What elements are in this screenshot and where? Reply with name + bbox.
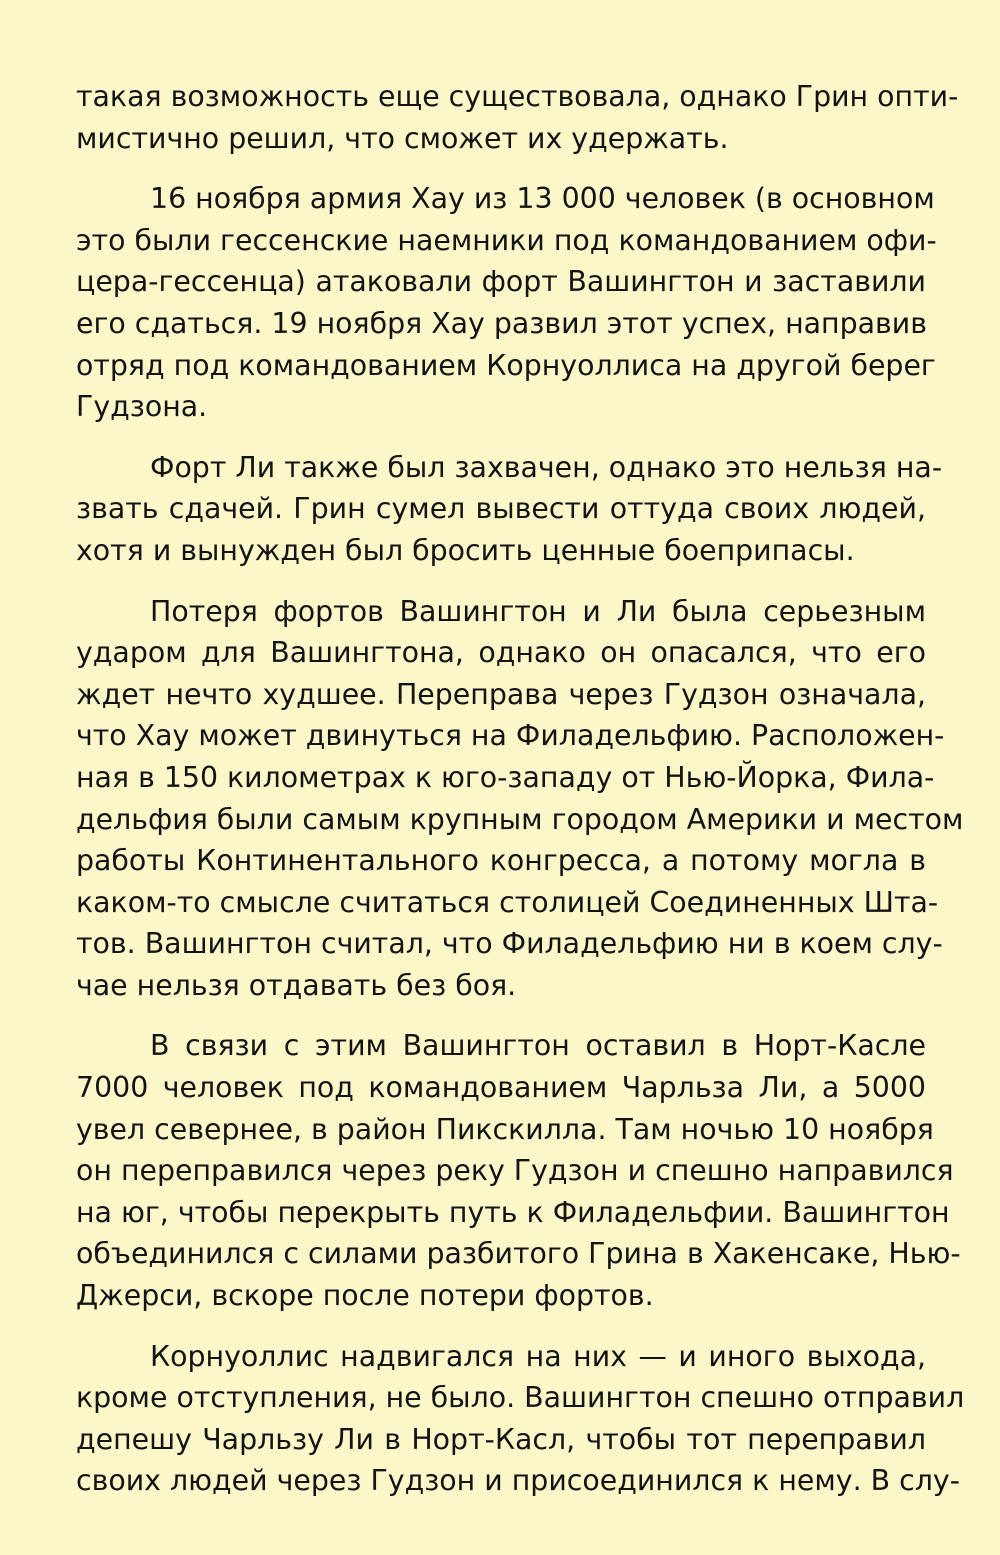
text-line: Форт Ли также был захвачен, однако это нельзя на- xyxy=(150,450,943,484)
paragraph xyxy=(76,1336,965,1502)
text-line: тов. Вашингтон считал, что Филадельфию ни в коем слу- xyxy=(76,927,943,961)
text-line: отряд под командованием Корнуоллиса на другой берег xyxy=(76,348,936,382)
text-line: хотя и вынужден был бросить ценные боеприпасы. xyxy=(76,533,855,567)
paragraph xyxy=(76,447,943,572)
text-line: увел севернее, в район Пикскилла. Там ночью 10 ноября xyxy=(76,1112,934,1146)
text-line: цера-гессенца) атаковали форт Вашингтон и заставили xyxy=(76,265,926,299)
text-line: объединился с силами разбитого Грина в Хакенсаке, Нью- xyxy=(76,1237,961,1271)
text-line: депешу Чарльзу Ли в Норт-Касл, чтобы тот переправил xyxy=(76,1422,926,1456)
text-line: Гудзона. xyxy=(76,390,208,424)
text-line: 7000 человек под командованием Чарльза Ли, а 5000 xyxy=(76,1071,926,1105)
paragraph xyxy=(76,591,964,1007)
text-line: звать сдачей. Грин сумел вывести оттуда своих людей, xyxy=(76,492,926,526)
text-line: Корнуоллис надвигался на них — и иного выхода, xyxy=(150,1339,926,1373)
paragraph xyxy=(76,76,959,159)
text-line: своих людей через Гудзон и присоединился к нему. В слу- xyxy=(76,1464,960,1498)
text-line: Потеря фортов Вашингтон и Ли была серьезным xyxy=(150,594,926,628)
text-line: ждет нечто худшее. Переправа через Гудзон означала, xyxy=(76,677,926,711)
text-line: каком-то смысле считаться столицей Соединенных Шта- xyxy=(76,885,939,919)
text-line: работы Континентального конгресса, а потому могла в xyxy=(76,844,926,878)
text-line: его сдаться. 19 ноября Хау развил этот успех, направив xyxy=(76,306,927,340)
text-line: такая возможность еще существовала, однако Грин опти- xyxy=(76,80,959,113)
text-line: это были гессенские наемники под командованием офи- xyxy=(76,223,937,257)
page-text-body xyxy=(76,76,965,1502)
text-line: ударом для Вашингтона, однако он опасался, что его xyxy=(76,636,926,670)
paragraph xyxy=(76,1025,961,1316)
text-line: дельфия были самым крупным городом Америки и местом xyxy=(76,802,964,836)
text-line: 16 ноября армия Хау из 13 000 человек (в основном xyxy=(150,182,935,216)
text-line: мистично решил, что сможет их удержать. xyxy=(76,121,729,155)
text-line: что Хау может двинуться на Филадельфию. Расположен- xyxy=(76,719,945,753)
text-line: В связи с этим Вашингтон оставил в Норт-Касле xyxy=(150,1029,926,1063)
text-line: кроме отступления, не было. Вашингтон спешно отправил xyxy=(76,1381,965,1415)
text-line: на юг, чтобы перекрыть путь к Филадельфии. Вашингтон xyxy=(76,1195,950,1229)
paragraph xyxy=(76,178,937,428)
text-line: Джерси, вскоре после потери фортов. xyxy=(76,1279,654,1313)
text-line: чае нельзя отдавать без боя. xyxy=(76,968,517,1002)
text-line: он переправился через реку Гудзон и спешно направился xyxy=(76,1154,954,1188)
text-line: ная в 150 километрах к юго-западу от Нью-Йорка, Фила- xyxy=(76,760,935,794)
